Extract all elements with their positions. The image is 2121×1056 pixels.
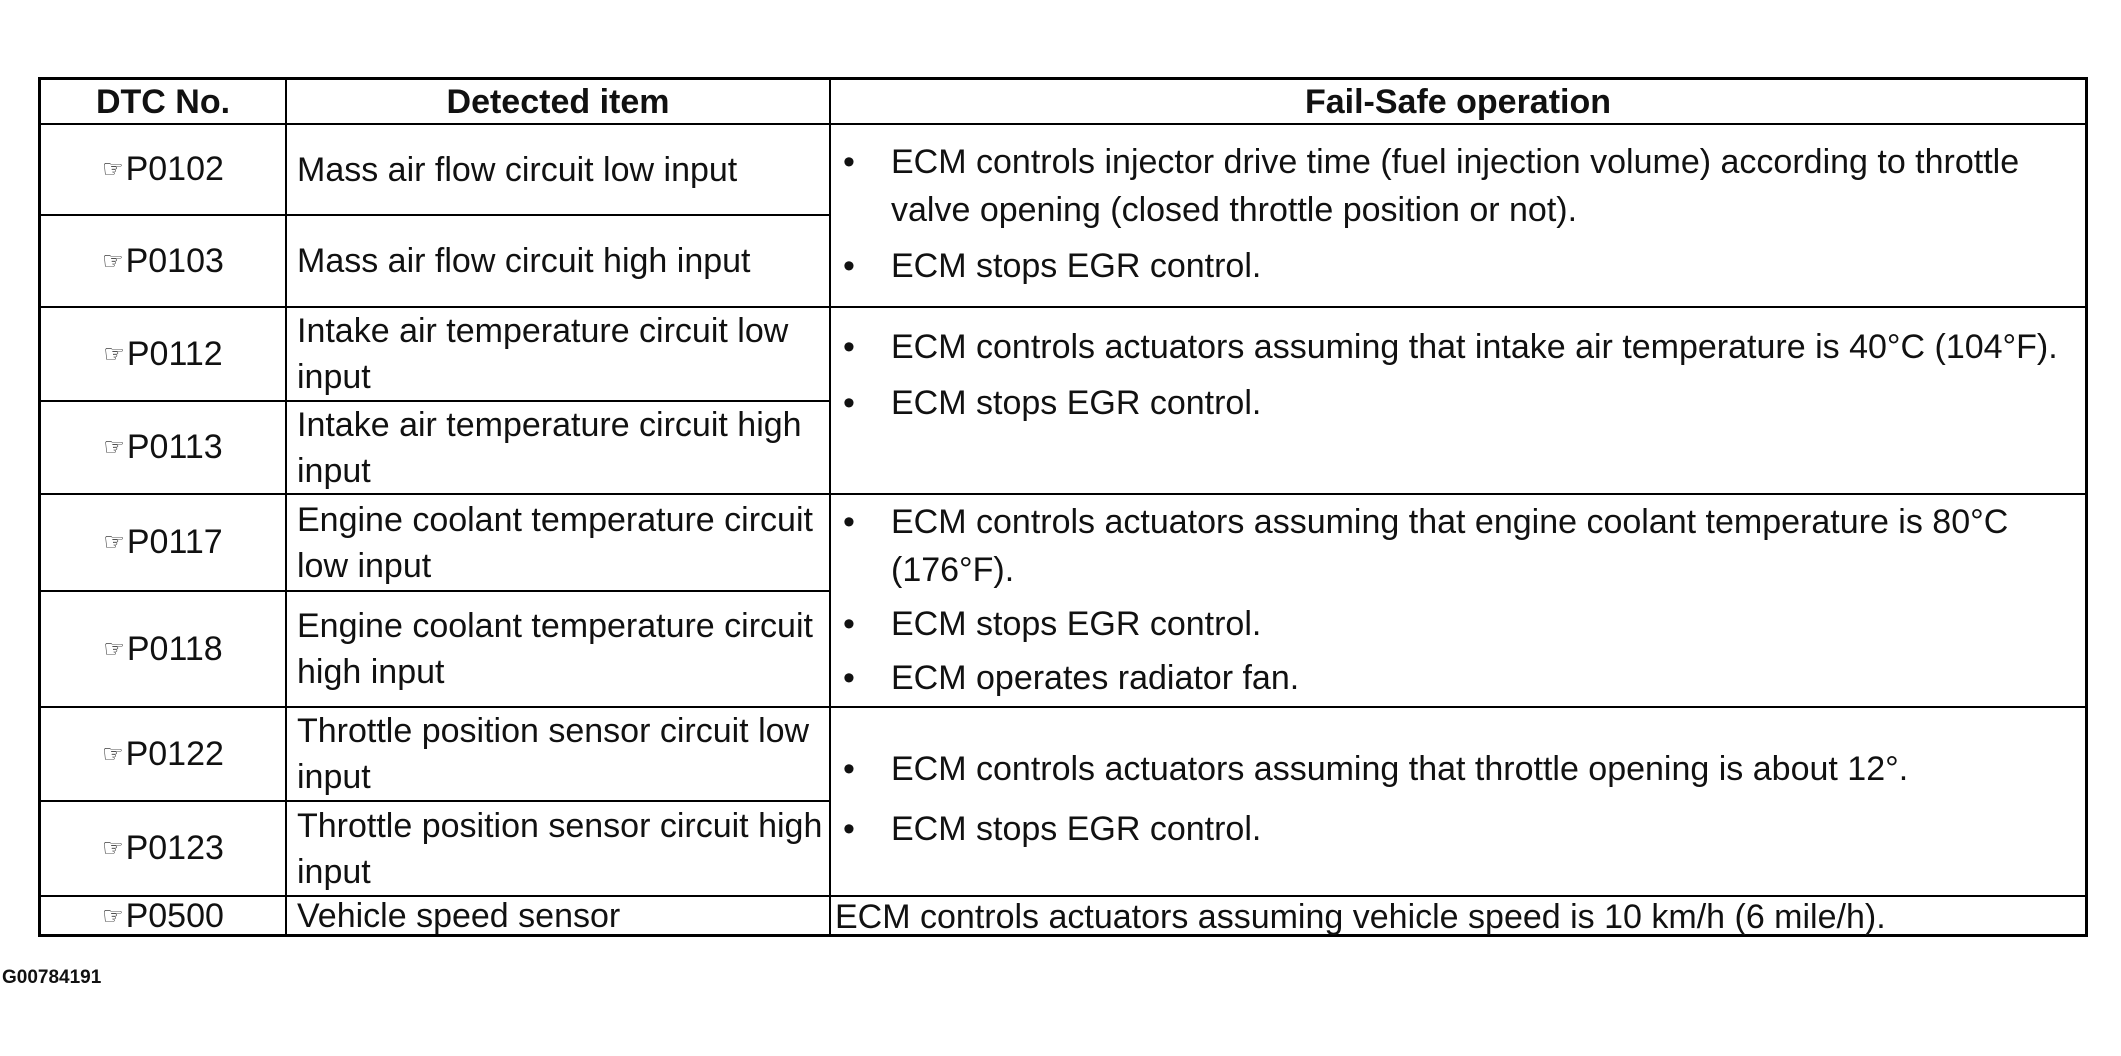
dtc-link[interactable]: ☞ P0122 [102, 734, 224, 773]
column-divider [285, 80, 287, 934]
header-detected-item: Detected item [446, 82, 670, 121]
fail-safe-bullet [843, 498, 2079, 594]
header-fail-safe: Fail-Safe operation [1304, 82, 1612, 121]
pointing-hand-icon: ☞ [103, 434, 125, 461]
fail-safe-text: ECM stops EGR control. [891, 605, 1262, 643]
bullet: • [843, 503, 855, 541]
pointing-hand-icon: ☞ [102, 740, 124, 768]
figure-id: G00784191 [2, 967, 102, 988]
fail-safe-text: ECM controls actuators assuming that throttle opening is about 12°. [891, 750, 1909, 788]
bullet: • [843, 384, 855, 422]
fail-safe-text: ECM stops EGR control. [891, 247, 1262, 285]
fail-safe-text: ECM stops EGR control. [891, 384, 1262, 422]
dtc-link[interactable]: ☞ P0123 [102, 829, 224, 867]
fail-safe-text: ECM stops EGR control. [891, 810, 1262, 848]
fail-safe-text: ECM controls actuators assuming that engine coolant temperature is 80°C (176°F). [891, 503, 2009, 589]
detected-item: Mass air flow circuit high input [297, 242, 751, 280]
pointing-hand-icon: ☞ [103, 529, 125, 556]
dtc-link[interactable]: ☞ P0102 [102, 150, 224, 188]
detected-item: Throttle position sensor circuit low input [297, 712, 810, 796]
detected-item: Mass air flow circuit low input [297, 150, 738, 189]
bullet: • [843, 328, 855, 366]
detected-item: Vehicle speed sensor [297, 897, 621, 935]
fail-safe-bullet [843, 600, 2079, 648]
dtc-link[interactable]: ☞ P0118 [103, 629, 223, 668]
pointing-hand-icon: ☞ [103, 340, 125, 368]
pointing-hand-icon: ☞ [102, 835, 124, 862]
fail-safe-group [831, 498, 2079, 702]
bullet: • [843, 750, 855, 788]
dtc-link[interactable]: ☞ P0103 [102, 241, 224, 280]
fail-safe-bullet [843, 805, 2079, 853]
detected-item: Engine coolant temperature circuit high input [297, 607, 813, 691]
bullet: • [843, 810, 855, 848]
pointing-hand-icon: ☞ [102, 247, 124, 275]
detected-item: Intake air temperature circuit low input [297, 312, 789, 396]
dtc-link[interactable]: ☞ P0117 [103, 523, 223, 561]
detected-item: Engine coolant temperature circuit low input [297, 500, 813, 585]
pointing-hand-icon: ☞ [102, 902, 124, 930]
dtc-fail-safe-table [38, 77, 2088, 937]
detected-item: Intake air temperature circuit high input [297, 405, 802, 490]
fail-safe-bullet [843, 323, 2079, 371]
pointing-hand-icon: ☞ [103, 635, 125, 663]
header-dtc: DTC No. [95, 82, 231, 121]
dtc-link[interactable]: ☞ P0112 [103, 334, 223, 373]
pointing-hand-icon: ☞ [102, 156, 124, 183]
bullet: • [843, 143, 855, 181]
detected-item: Throttle position sensor circuit high input [297, 806, 823, 891]
bullet: • [843, 247, 855, 285]
fail-safe-bullet [843, 138, 2079, 234]
bullet: • [843, 659, 855, 697]
fail-safe-text: ECM controls actuators assuming that intake air temperature is 40°C (104°F). [891, 328, 2058, 366]
fail-safe-group [831, 138, 2079, 290]
fail-safe-bullet [843, 379, 2079, 427]
fail-safe-text: ECM operates radiator fan. [891, 659, 1300, 697]
fail-safe-bullet [843, 654, 2079, 702]
dtc-link[interactable]: ☞ P0500 [102, 896, 224, 935]
fail-safe-bullet [843, 745, 2079, 793]
fail-safe-group [831, 745, 2079, 853]
fail-safe-bullet [843, 242, 2079, 290]
fail-safe-text: ECM controls actuators assuming vehicle speed is 10 km/h (6 mile/h). [835, 898, 1886, 936]
fail-safe-group [831, 323, 2079, 427]
dtc-link[interactable]: ☞ P0113 [103, 428, 223, 466]
bullet: • [843, 605, 855, 643]
fail-safe-text: ECM controls injector drive time (fuel injection volume) according to throttle valve opening (closed throttle position or not). [891, 143, 2020, 229]
